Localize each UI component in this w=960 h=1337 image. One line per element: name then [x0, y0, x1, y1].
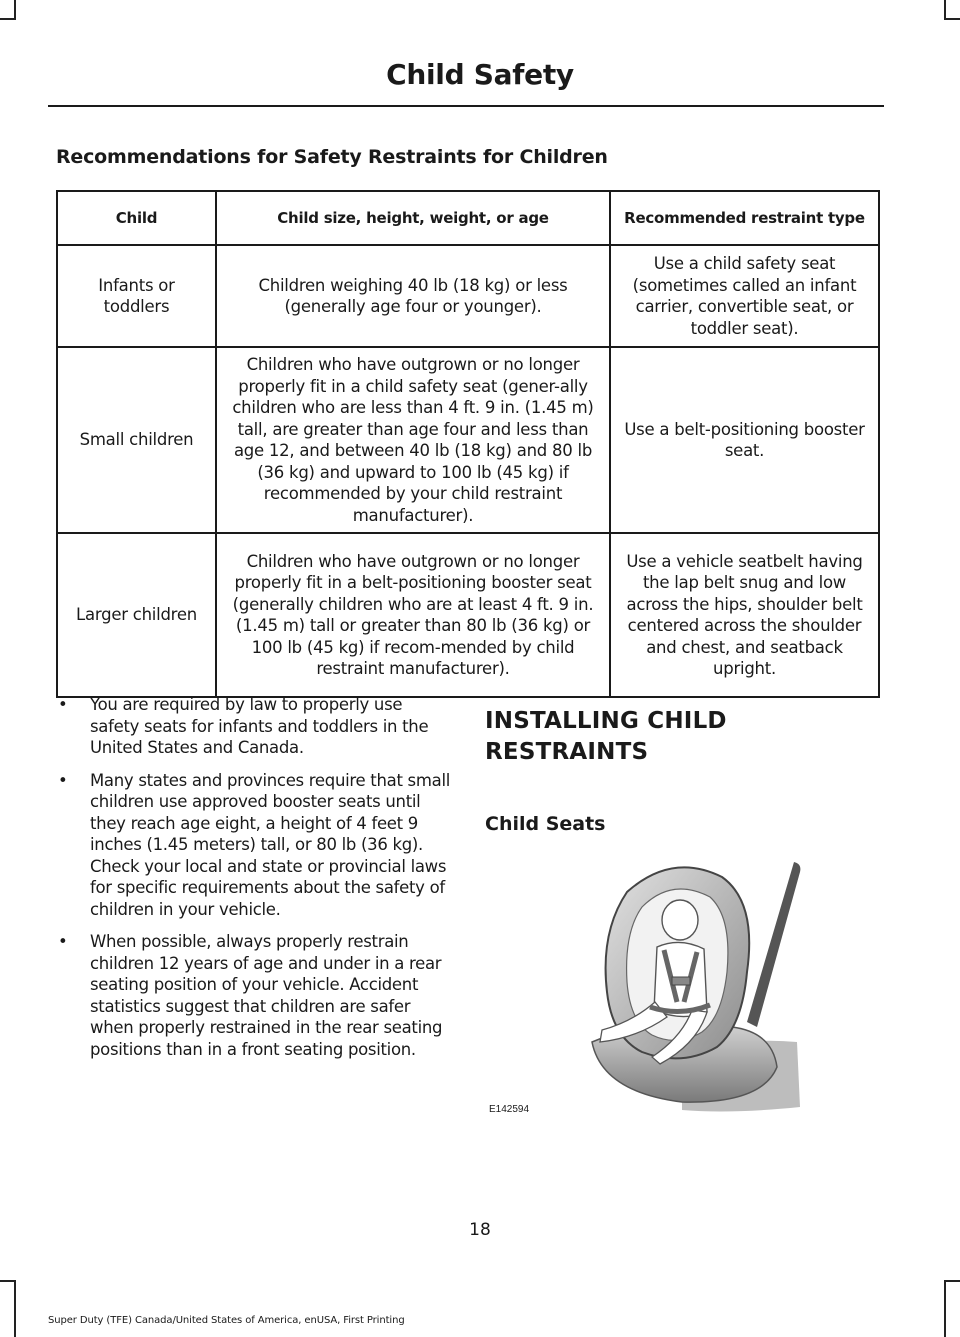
table-cell-child: Larger children	[57, 533, 216, 697]
crop-mark	[944, 1280, 960, 1282]
section-title: Recommendations for Safety Restraints for Children	[56, 146, 608, 168]
bullet-mark: •	[58, 695, 68, 714]
crop-mark	[944, 1280, 946, 1337]
list-item	[56, 770, 451, 921]
bullet-mark: •	[58, 932, 68, 951]
installing-heading-line1: INSTALLING CHILD	[485, 708, 727, 734]
crop-mark	[14, 0, 16, 18]
crop-mark	[0, 18, 16, 20]
column-header-size: Child size, height, weight, or age	[216, 191, 610, 245]
table-header-row	[57, 191, 879, 245]
table-cell-size: Children weighing 40 lb (18 kg) or less (generally age four or younger).	[216, 245, 610, 347]
footer-text: Super Duty (TFE) Canada/United States of America, enUSA, First Printing	[48, 1315, 405, 1326]
crop-mark	[14, 1280, 16, 1337]
table-row	[57, 347, 879, 533]
list-item	[56, 694, 451, 759]
restraint-recommendations-table	[56, 190, 880, 698]
page-number: 18	[469, 1220, 491, 1240]
table-cell-restraint: Use a belt-positioning booster seat.	[610, 347, 879, 533]
installing-heading	[485, 706, 805, 768]
table-cell-restraint: Use a child safety seat (sometimes called an infant carrier, convertible seat, or toddler seat).	[610, 245, 879, 347]
list-item-text: When possible, always properly restrain children 12 years of age and under in a rear seating position of your vehicle. Accident statistics suggest that children are safer when properly restrained in the rear seating positions than in a front seating position.	[90, 932, 443, 1059]
child-seats-subheading: Child Seats	[485, 813, 606, 835]
table-cell-size: Children who have outgrown or no longer properly fit in a belt-positioning booster seat (generally children who are at least 4 ft. 9 in. (1.45 m) tall or greater than 80 lb (36 kg) or 100 lb (45 kg) if recom-mended by child restraint manufacturer).	[216, 533, 610, 697]
column-header-restraint: Recommended restraint type	[610, 191, 879, 245]
table-cell-restraint: Use a vehicle seatbelt having the lap belt snug and low across the hips, shoulder belt centered across the shoulder and chest, and seatback upright.	[610, 533, 879, 697]
table-row	[57, 245, 879, 347]
bullet-mark: •	[58, 770, 68, 790]
list-item-text: You are required by law to properly use safety seats for infants and toddlers in the United States and Canada.	[90, 695, 429, 757]
header-rule	[48, 105, 884, 107]
crop-mark	[944, 0, 946, 18]
crop-mark	[944, 18, 960, 20]
installing-heading-line2: RESTRAINTS	[485, 739, 649, 765]
table-cell-size: Children who have outgrown or no longer properly fit in a child safety seat (gener-ally children who are less than 4 ft. 9 in. (1.45 m) tall, are greater than age four and less than age 12, and between 40 lb (18 kg) and 80 lb (36 kg) and upward to 100 lb (45 kg) if recommended by your child restraint manufacturer).	[216, 347, 610, 533]
list-item-text: Many states and provinces require that small children use approved booster seats until they reach age eight, a height of 4 feet 9 inches (1.45 meters) tall, or 80 lb (36 kg). Check your local and state or provincial laws for specific requirements about the safety of children in your vehicle.	[90, 770, 451, 919]
table-cell-child: Small children	[57, 347, 216, 533]
crop-mark	[0, 1280, 16, 1282]
figure-code: E142594	[489, 1104, 530, 1115]
child-seat-illustration	[532, 852, 822, 1122]
column-header-child: Child	[57, 191, 216, 245]
page-header-title: Child Safety	[386, 58, 574, 91]
table-cell-child: Infants or toddlers	[57, 245, 216, 347]
table-row	[57, 533, 879, 697]
list-item	[56, 931, 451, 1060]
bullet-list	[56, 694, 451, 1071]
